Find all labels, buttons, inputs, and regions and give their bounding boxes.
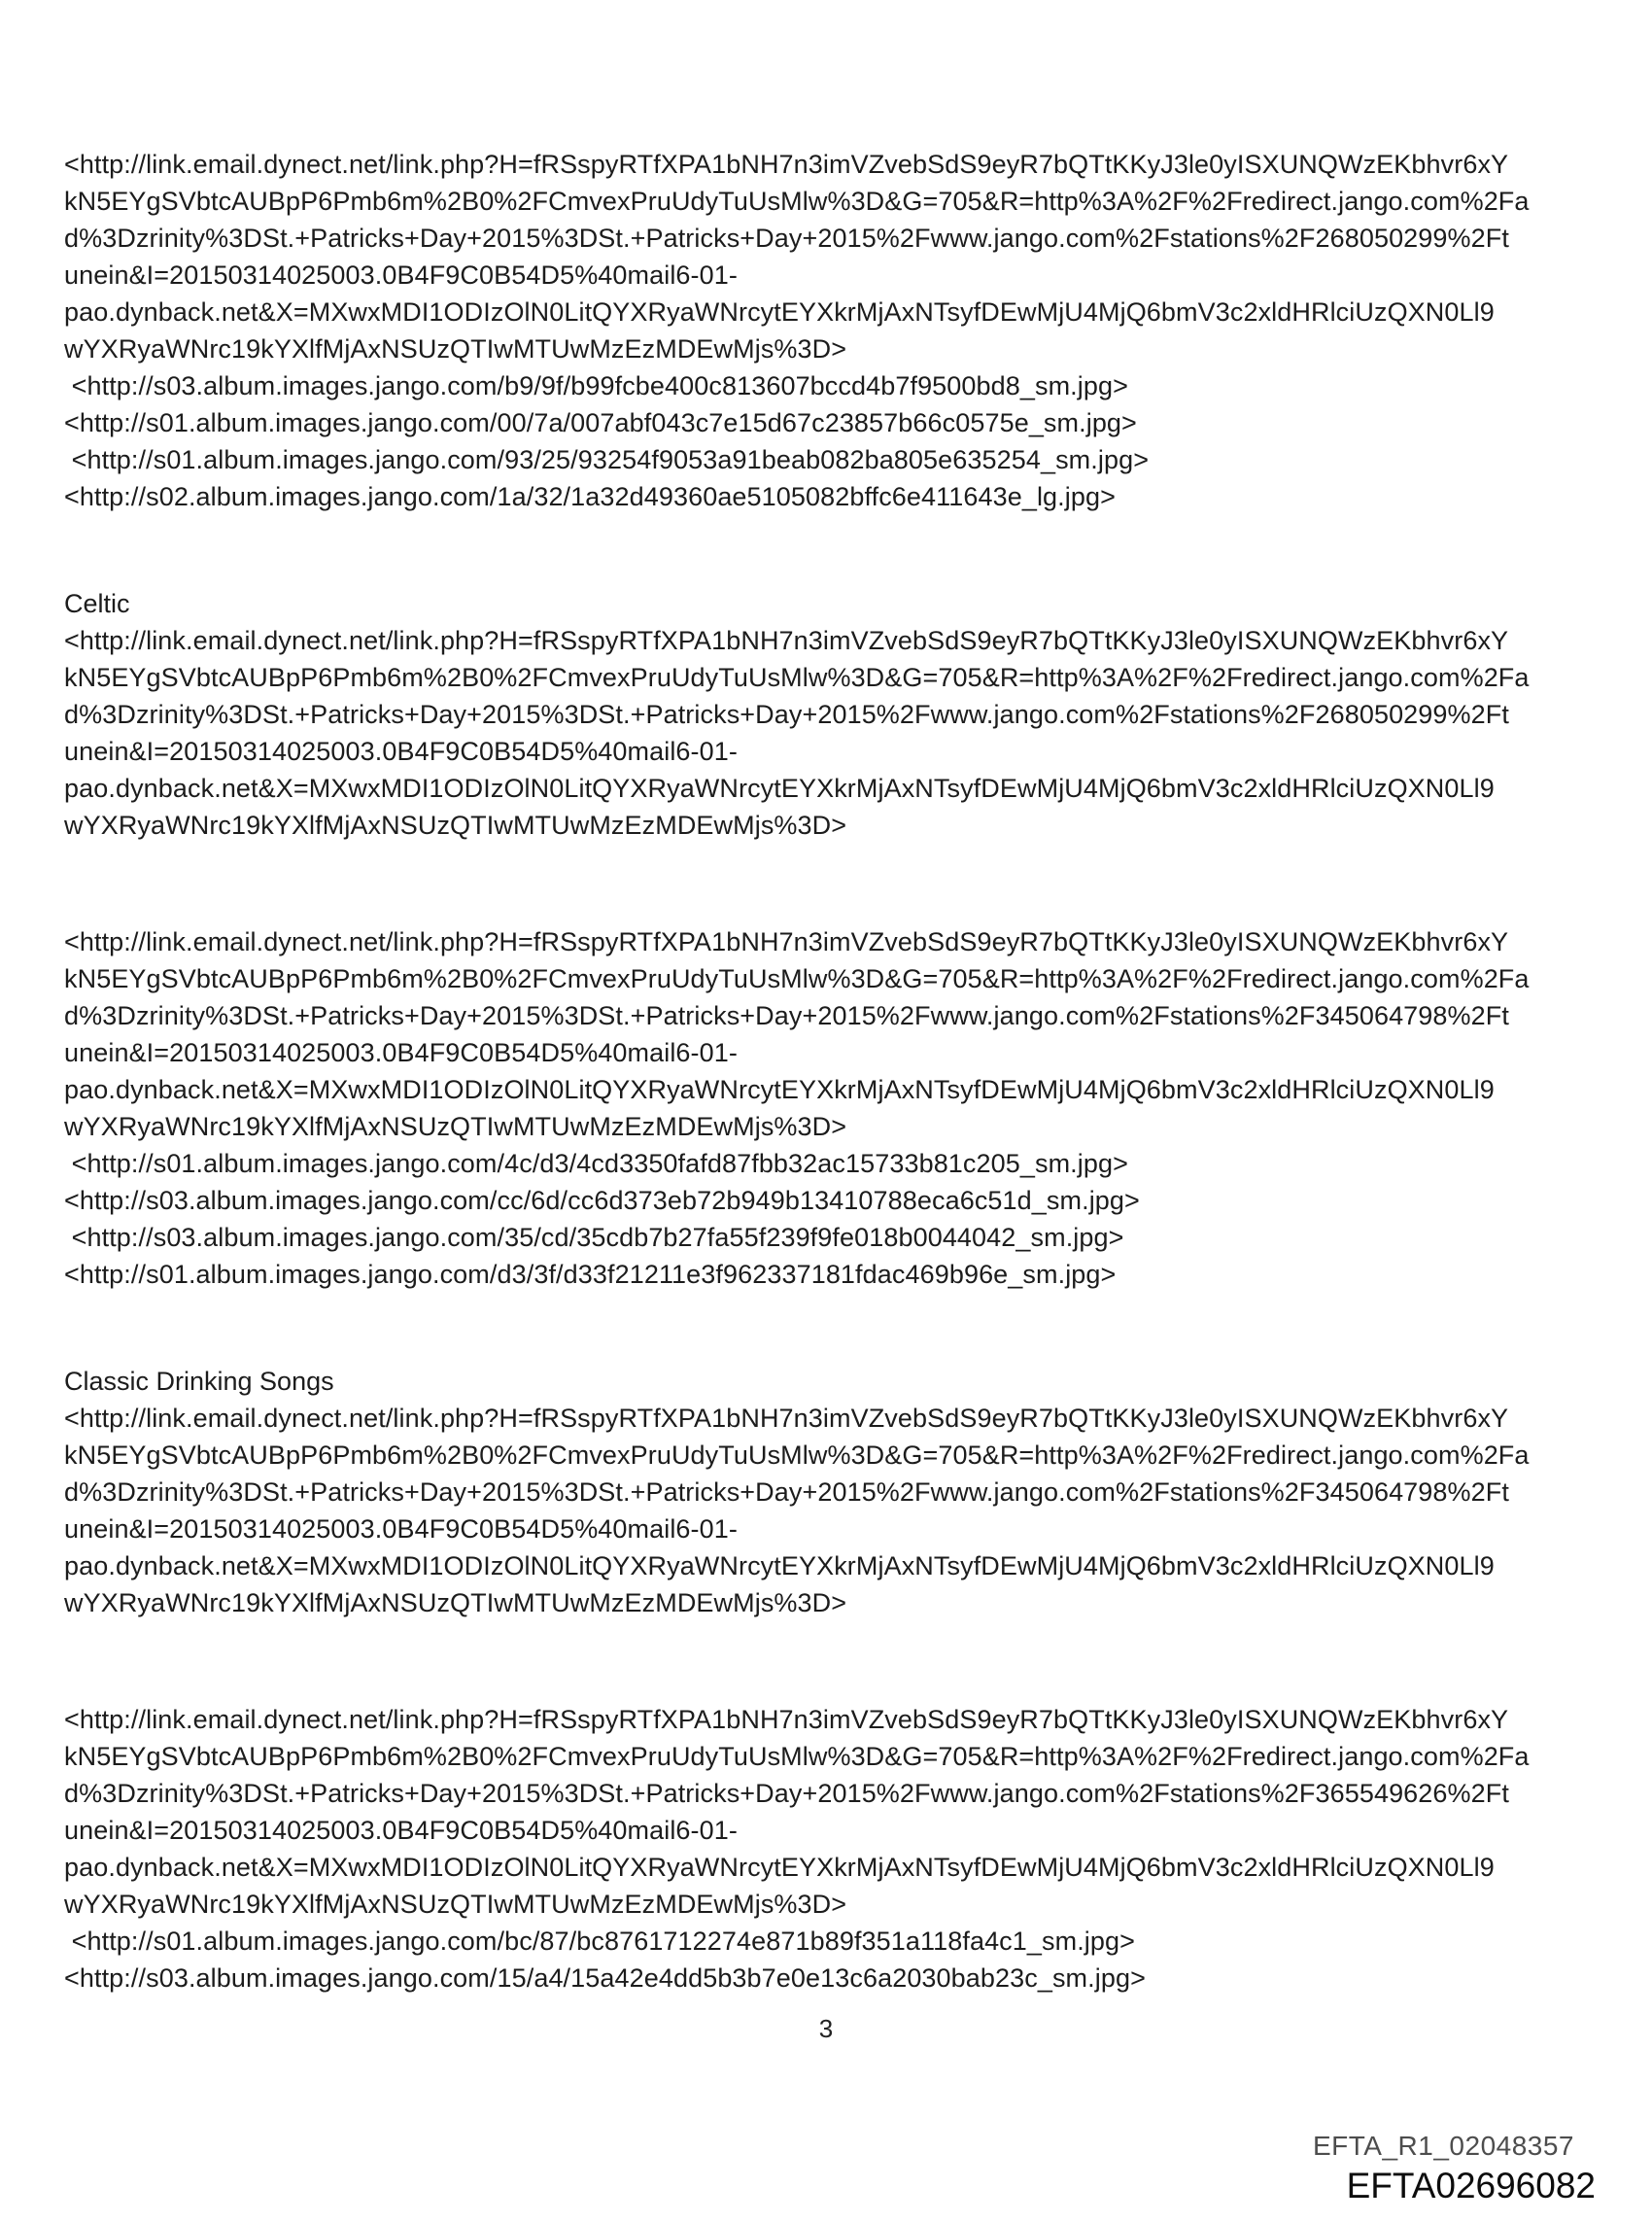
tracking-url-line: unein&I=20150314025003.0B4F9C0B54D5%40mail6-01-	[64, 1514, 738, 1544]
tracking-url-line: unein&I=20150314025003.0B4F9C0B54D5%40mail6-01-	[64, 1038, 738, 1067]
tracking-url-line: pao.dynback.net&X=MXwxMDI1ODIzOlN0LitQYXRyaWNrcytEYXkrMjAxNTsyfDEwMjU4MjQ6bmV3c2xldHRlciUzQXN0Ll9	[64, 297, 1495, 327]
page-number: 3	[818, 2014, 834, 2043]
image-url-line: <http://s03.album.images.jango.com/15/a4/15a42e4dd5b3b7e0e13c6a2030bab23c_sm.jpg>	[64, 1963, 1146, 1993]
url-section-5	[64, 1701, 1565, 1996]
url-section-4	[64, 1363, 1565, 1621]
tracking-url-line: <http://link.email.dynect.net/link.php?H=fRSspyRTfXPA1bNH7n3imVZvebSdS9eyR7bQTtKKyJ3le0yISXUNQWzEKbhvr6xY	[64, 150, 1509, 179]
tracking-url-line: <http://link.email.dynect.net/link.php?H=fRSspyRTfXPA1bNH7n3imVZvebSdS9eyR7bQTtKKyJ3le0yISXUNQWzEKbhvr6xY	[64, 1705, 1509, 1734]
tracking-url-line: unein&I=20150314025003.0B4F9C0B54D5%40mail6-01-	[64, 737, 738, 766]
tracking-url-line: d%3Dzrinity%3DSt.+Patricks+Day+2015%3DSt.+Patricks+Day+2015%2Fwww.jango.com%2Fstations%2F268050299%2Ft	[64, 700, 1509, 729]
tracking-url-line: wYXRyaWNrc19kYXlfMjAxNSUzQTIwMTUwMzEzMDEwMjs%3D>	[64, 1890, 847, 1919]
tracking-url-line: wYXRyaWNrc19kYXlfMjAxNSUzQTIwMTUwMzEzMDEwMjs%3D>	[64, 1588, 847, 1617]
tracking-url-line: pao.dynback.net&X=MXwxMDI1ODIzOlN0LitQYXRyaWNrcytEYXkrMjAxNTsyfDEwMjU4MjQ6bmV3c2xldHRlciUzQXN0Ll9	[64, 774, 1495, 803]
image-url-line: <http://s03.album.images.jango.com/cc/6d/cc6d373eb72b949b13410788eca6c51d_sm.jpg>	[64, 1186, 1140, 1215]
tracking-url-line: kN5EYgSVbtcAUBpP6Pmb6m%2B0%2FCmvexPruUdyTuUsMlw%3D&G=705&R=http%3A%2F%2Fredirect.jango.com%2Fa	[64, 964, 1530, 993]
image-url-line: <http://s01.album.images.jango.com/bc/87/bc8761712274e871b89f351a118fa4c1_sm.jpg>	[64, 1927, 1136, 1956]
url-section-1	[64, 146, 1565, 515]
document-body	[64, 146, 1565, 1996]
tracking-url-line: wYXRyaWNrc19kYXlfMjAxNSUzQTIwMTUwMzEzMDEwMjs%3D>	[64, 334, 847, 364]
tracking-url-line: unein&I=20150314025003.0B4F9C0B54D5%40mail6-01-	[64, 260, 738, 290]
url-section-3	[64, 923, 1565, 1293]
url-section-2	[64, 585, 1565, 844]
image-url-line: <http://s03.album.images.jango.com/b9/9f/b99fcbe400c813607bccd4b7f9500bd8_sm.jpg>	[64, 371, 1128, 400]
tracking-url-line: wYXRyaWNrc19kYXlfMjAxNSUzQTIwMTUwMzEzMDEwMjs%3D>	[64, 1112, 847, 1141]
image-url-line: <http://s03.album.images.jango.com/35/cd/35cdb7b27fa55f239f9fe018b0044042_sm.jpg>	[64, 1223, 1124, 1252]
tracking-url-line: kN5EYgSVbtcAUBpP6Pmb6m%2B0%2FCmvexPruUdyTuUsMlw%3D&G=705&R=http%3A%2F%2Fredirect.jango.com%2Fa	[64, 663, 1530, 692]
tracking-url-line: kN5EYgSVbtcAUBpP6Pmb6m%2B0%2FCmvexPruUdyTuUsMlw%3D&G=705&R=http%3A%2F%2Fredirect.jango.com%2Fa	[64, 1742, 1530, 1771]
image-url-line: <http://s01.album.images.jango.com/d3/3f/d33f21211e3f962337181fdac469b96e_sm.jpg>	[64, 1260, 1117, 1289]
image-url-line: <http://s02.album.images.jango.com/1a/32/1a32d49360ae5105082bffc6e411643e_lg.jpg>	[64, 482, 1116, 511]
tracking-url-line: pao.dynback.net&X=MXwxMDI1ODIzOlN0LitQYXRyaWNrcytEYXkrMjAxNTsyfDEwMjU4MjQ6bmV3c2xldHRlciUzQXN0Ll9	[64, 1853, 1495, 1882]
tracking-url-line: <http://link.email.dynect.net/link.php?H=fRSspyRTfXPA1bNH7n3imVZvebSdS9eyR7bQTtKKyJ3le0yISXUNQWzEKbhvr6xY	[64, 927, 1509, 956]
tracking-url-line: wYXRyaWNrc19kYXlfMjAxNSUzQTIwMTUwMzEzMDEwMjs%3D>	[64, 811, 847, 840]
tracking-url-line: <http://link.email.dynect.net/link.php?H=fRSspyRTfXPA1bNH7n3imVZvebSdS9eyR7bQTtKKyJ3le0yISXUNQWzEKbhvr6xY	[64, 626, 1509, 655]
tracking-url-line: d%3Dzrinity%3DSt.+Patricks+Day+2015%3DSt.+Patricks+Day+2015%2Fwww.jango.com%2Fstations%2F345064798%2Ft	[64, 1477, 1509, 1507]
tracking-url-line: kN5EYgSVbtcAUBpP6Pmb6m%2B0%2FCmvexPruUdyTuUsMlw%3D&G=705&R=http%3A%2F%2Fredirect.jango.com%2Fa	[64, 1441, 1530, 1470]
tracking-url-line: d%3Dzrinity%3DSt.+Patricks+Day+2015%3DSt.+Patricks+Day+2015%2Fwww.jango.com%2Fstations%2F365549626%2Ft	[64, 1779, 1509, 1808]
tracking-url-line: pao.dynback.net&X=MXwxMDI1ODIzOlN0LitQYXRyaWNrcytEYXkrMjAxNTsyfDEwMjU4MjQ6bmV3c2xldHRlciUzQXN0Ll9	[64, 1075, 1495, 1104]
tracking-url-line: <http://link.email.dynect.net/link.php?H=fRSspyRTfXPA1bNH7n3imVZvebSdS9eyR7bQTtKKyJ3le0yISXUNQWzEKbhvr6xY	[64, 1404, 1509, 1433]
tracking-url-line: d%3Dzrinity%3DSt.+Patricks+Day+2015%3DSt.+Patricks+Day+2015%2Fwww.jango.com%2Fstations%2F345064798%2Ft	[64, 1001, 1509, 1030]
section-heading-classic-drinking-songs: Classic Drinking Songs	[64, 1367, 334, 1396]
bates-number-bottom: EFTA02696082	[1346, 2166, 1596, 2205]
image-url-line: <http://s01.album.images.jango.com/4c/d3/4cd3350fafd87fbb32ac15733b81c205_sm.jpg>	[64, 1149, 1128, 1178]
tracking-url-line: unein&I=20150314025003.0B4F9C0B54D5%40mail6-01-	[64, 1816, 738, 1845]
bates-number-top: EFTA_R1_02048357	[1313, 2131, 1574, 2161]
tracking-url-line: d%3Dzrinity%3DSt.+Patricks+Day+2015%3DSt.+Patricks+Day+2015%2Fwww.jango.com%2Fstations%2F268050299%2Ft	[64, 224, 1509, 253]
tracking-url-line: kN5EYgSVbtcAUBpP6Pmb6m%2B0%2FCmvexPruUdyTuUsMlw%3D&G=705&R=http%3A%2F%2Fredirect.jango.com%2Fa	[64, 187, 1530, 216]
section-heading-celtic: Celtic	[64, 589, 130, 618]
image-url-line: <http://s01.album.images.jango.com/93/25/93254f9053a91beab082ba805e635254_sm.jpg>	[64, 445, 1150, 474]
image-url-line: <http://s01.album.images.jango.com/00/7a/007abf043c7e15d67c23857b66c0575e_sm.jpg>	[64, 408, 1137, 437]
tracking-url-line: pao.dynback.net&X=MXwxMDI1ODIzOlN0LitQYXRyaWNrcytEYXkrMjAxNTsyfDEwMjU4MjQ6bmV3c2xldHRlciUzQXN0Ll9	[64, 1551, 1495, 1580]
